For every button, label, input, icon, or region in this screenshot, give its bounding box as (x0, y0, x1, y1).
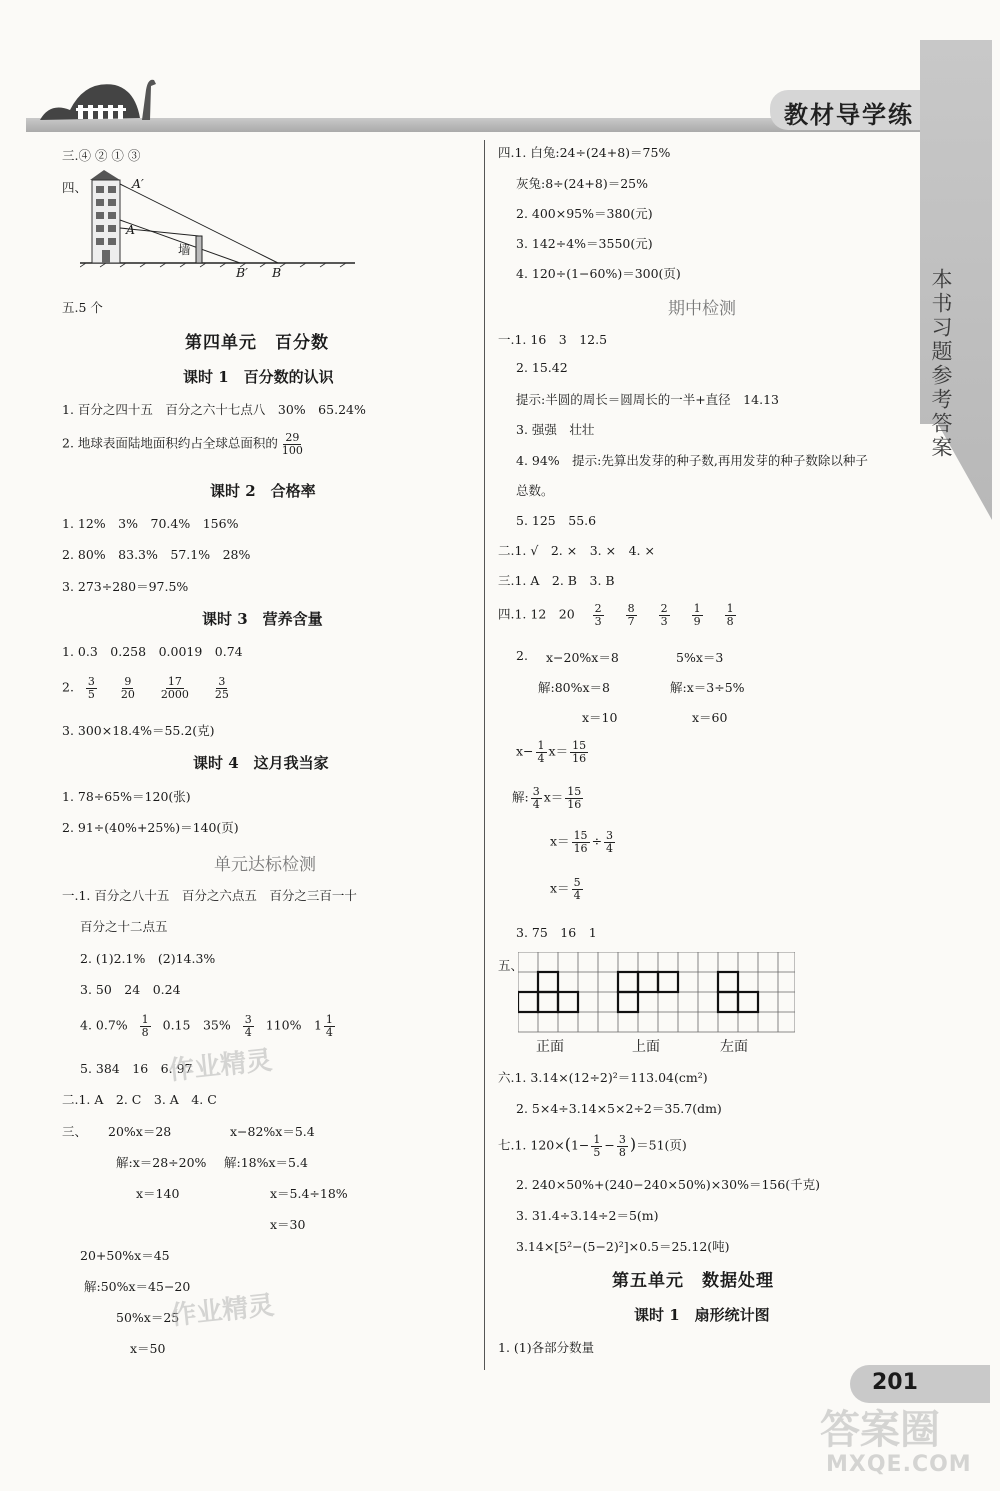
lesson2-q3: 3. 273÷280＝97.5% (62, 579, 189, 594)
unit-test-yi1a: 一.1. 百分之八十五 百分之六点五 百分之三百一十 (62, 888, 357, 903)
watermark-1: 作业精灵 (166, 1045, 274, 1087)
right-si2: 2. 400×95%＝380(元) (516, 206, 653, 221)
eq3-line4: x＝50 (130, 1341, 166, 1356)
eq2-line3: x＝5.4÷18% (270, 1186, 348, 1201)
page-number: 201 (872, 1370, 918, 1395)
site-watermark-url: MXQE.COM (826, 1452, 972, 1477)
eqC-line4: x＝ $\frac{5}{4}$ (550, 876, 581, 902)
building-shadow-figure (80, 170, 360, 280)
unit5-title: 第五单元 数据处理 (612, 1271, 774, 1291)
midterm-title: 期中检测 (668, 299, 736, 319)
eq2-line1: x−82%x＝5.4 (230, 1124, 315, 1139)
right-si4: 4. 120÷(1−60%)＝300(页) (516, 266, 681, 281)
lesson3-q1: 1. 0.3 0.258 0.0019 0.74 (62, 644, 243, 659)
unit-test-er: 二.1. A 2. C 3. A 4. C (62, 1092, 217, 1107)
eqC-line3: x＝ $\frac{15}{16}$ ÷ $\frac{3}{4}$ (550, 829, 614, 855)
midterm-san: 三.1. A 2. B 3. B (498, 573, 615, 588)
midterm-yi4a: 4. 94% 提示:先算出发芽的种子数,再用发芽的种子数除以种子 (516, 453, 868, 468)
midterm-yi1: 一.1. 16 3 12.5 (498, 332, 608, 347)
lesson2-title: 课时 2 合格率 (210, 482, 316, 500)
site-watermark: 答案圈 (820, 1407, 940, 1453)
unit-test-san-label: 三、 (62, 1124, 88, 1139)
label-a: A (126, 222, 136, 237)
midterm-wu-label: 五、 (498, 958, 524, 973)
unit-test-yi5: 5. 384 16 6. 97 (80, 1061, 193, 1076)
watermark-2: 作业精灵 (168, 1290, 276, 1332)
label-b: B (272, 265, 282, 280)
label-wall: 墙 (178, 242, 191, 257)
unit-test-yi4: 4. 0.7% $\frac{1}{8}$ 0.15 35% $\frac{3}{4}$ 110% 1 $\frac{1}{4}$ (80, 1013, 333, 1039)
grid-svg (518, 952, 795, 1033)
midterm-yi3: 3. 强强 壮壮 (516, 422, 595, 437)
header-title: 教材导学练 (784, 101, 914, 129)
answer-si-label: 四、 (62, 180, 88, 195)
lesson1-q1: 1. 百分之四十五 百分之六十七点八 30% 65.24% (62, 402, 366, 417)
label-b-prime: B′ (236, 265, 249, 280)
header-illustration (40, 70, 170, 128)
lesson4-q1: 1. 78÷65%＝120(张) (62, 789, 191, 804)
midterm-si3: 3. 75 16 1 (516, 925, 597, 940)
lesson3-q2: 2. $\frac{3}{5}$ $\frac{9}{20}$ $\frac{17}{2000}$ $\frac{3}{25}$ (62, 675, 229, 701)
lesson2-q2: 2. 80% 83.3% 57.1% 28% (62, 547, 251, 562)
midterm-qi3b: 3.14×[5²−(5−2)²]×0.5＝25.12(吨) (516, 1239, 730, 1254)
lesson4-q2: 2. 91÷(40%+25%)＝140(页) (62, 820, 239, 835)
view-left-label: 左面 (720, 1039, 748, 1055)
midterm-yi2: 2. 15.42 (516, 360, 568, 375)
midterm-qi2: 2. 240×50%+(240−240×50%)×30%＝156(千克) (516, 1177, 821, 1192)
eqC-line2: 解: $\frac{3}{4}$ x＝ $\frac{15}{16}$ (512, 785, 582, 811)
unit4-title: 第四单元 百分数 (185, 333, 329, 353)
midterm-yi5: 5. 125 55.6 (516, 513, 597, 528)
midterm-liu2: 2. 5×4÷3.14×5×2÷2＝35.7(dm) (516, 1101, 722, 1116)
midterm-liu1: 六.1. 3.14×(12÷2)²＝113.04(cm²) (498, 1070, 708, 1085)
midterm-yi-hint: 提示:半圆的周长＝圆周长的一半+直径 14.13 (516, 392, 779, 407)
eqB-line3: x＝60 (692, 710, 728, 725)
eqB-line1: 5%x＝3 (676, 650, 724, 665)
unit-test-yi3: 3. 50 24 0.24 (80, 982, 181, 997)
three-view-grid (518, 952, 795, 1033)
midterm-yi4b: 总数。 (516, 483, 554, 498)
midterm-er: 二.1. √ 2. × 3. × 4. × (498, 543, 655, 558)
right-si1a: 四.1. 白兔:24÷(24+8)＝75% (498, 145, 671, 160)
right-si1b: 灰兔:8÷(24+8)＝25% (516, 176, 649, 191)
lesson4-title: 课时 4 这月我当家 (193, 754, 329, 772)
midterm-qi1: 七.1. 120×(1− $\frac{1}{5}$ − $\frac{3}{8}$ )＝51(页) (498, 1133, 687, 1159)
unit-test-title: 单元达标检测 (214, 855, 316, 875)
lesson1-q2: 2. 地球表面陆地面积约占全球总面积的 $\frac{29}{100}$ (62, 431, 303, 457)
eq3-line2: 解:50%x＝45−20 (84, 1279, 191, 1294)
eq3-line1: 20+50%x＝45 (80, 1248, 170, 1263)
eq2-line2: 解:18%x＝5.4 (224, 1155, 308, 1170)
eq3-line3: 50%x＝25 (116, 1310, 180, 1325)
view-top-label: 上面 (632, 1039, 660, 1055)
answer-san: 三.④ ② ① ③ (62, 148, 141, 163)
lesson2-q1: 1. 12% 3% 70.4% 156% (62, 516, 239, 531)
eq1-line3: x＝140 (136, 1186, 180, 1201)
eq2-line4: x＝30 (270, 1217, 306, 1232)
view-front-label: 正面 (536, 1039, 564, 1055)
figure-svg (80, 170, 360, 280)
midterm-qi3a: 3. 31.4÷3.14÷2＝5(m) (516, 1208, 659, 1223)
unit5-lesson1-title: 课时 1 扇形统计图 (634, 1306, 770, 1324)
eqC-line1: x− $\frac{1}{4}$ x＝ $\frac{15}{16}$ (516, 739, 587, 765)
label-a-prime: A′ (132, 176, 144, 191)
lesson1-title: 课时 1 百分数的认识 (183, 368, 334, 386)
midterm-si2-label: 2. (516, 648, 528, 663)
unit5-q1: 1. (1)各部分数量 (498, 1340, 595, 1355)
right-si3: 3. 142÷4%＝3550(元) (516, 236, 653, 251)
eq1-line2: 解:x＝28÷20% (116, 1155, 207, 1170)
eqA-line3: x＝10 (582, 710, 618, 725)
unit-test-yi2: 2. (1)2.1% (2)14.3% (80, 951, 216, 966)
answer-wu: 五.5 个 (62, 300, 103, 315)
eqA-line2: 解:80%x＝8 (538, 680, 610, 695)
midterm-si1: 四.1. 12 20 $\frac{2}{3}$ $\frac{8}{7}$ $\frac{2}{3}$ $\frac{1}{9}$ $\frac{1}{8}$ (498, 602, 734, 628)
eqB-line2: 解:x＝3÷5% (670, 680, 745, 695)
side-tab-label: 本书习题参考答案 (929, 268, 953, 460)
eq1-line1: 20%x＝28 (108, 1124, 172, 1139)
lesson3-title: 课时 3 营养含量 (202, 610, 323, 628)
column-divider (484, 140, 485, 1370)
lesson3-q3: 3. 300×18.4%＝55.2(克) (62, 723, 215, 738)
eqA-line1: x−20%x＝8 (546, 650, 619, 665)
unit-test-yi1b: 百分之十二点五 (80, 919, 168, 934)
